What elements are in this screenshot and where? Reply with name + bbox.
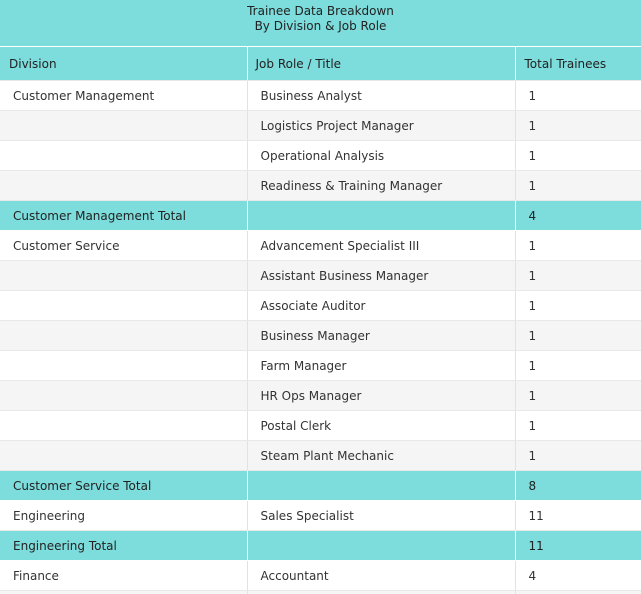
role-cell: Farm Manager [247,351,515,381]
role-cell: Readiness & Training Manager [247,171,515,201]
role-cell: Business Manager [247,321,515,351]
trainee-count-cell: 1 [515,141,641,171]
role-cell: Associate Auditor [247,291,515,321]
report-title-line1: Trainee Data Breakdown [247,4,394,18]
column-header-role[interactable]: Job Role / Title [247,47,515,81]
division-cell [0,321,247,351]
table-row [0,441,641,471]
trainee-count-cell: 1 [515,111,641,141]
table-row [0,591,641,594]
division-cell [0,261,247,291]
trainee-count-cell: 11 [515,531,641,561]
trainee-count-cell: 4 [515,201,641,231]
division-cell: Customer Service Total [0,471,247,501]
table-row [0,81,641,111]
division-cell [0,591,247,594]
table-row [0,411,641,441]
division-cell: Customer Management [0,81,247,111]
table-total-row [0,471,641,501]
role-cell: Sales Specialist [247,501,515,531]
trainee-count-cell: 1 [515,171,641,201]
table-body [0,81,641,594]
division-cell: Customer Management Total [0,201,247,231]
table-row [0,171,641,201]
trainee-table [0,46,641,594]
trainee-count-cell: 1 [515,261,641,291]
trainee-count-cell: 1 [515,321,641,351]
role-cell: Assistant Business Manager [247,261,515,291]
role-cell [247,531,515,561]
trainee-count-cell [515,591,641,594]
table-total-row [0,531,641,561]
role-cell: Postal Clerk [247,411,515,441]
table-row [0,561,641,591]
division-cell [0,111,247,141]
role-cell [247,201,515,231]
table-row [0,231,641,261]
report-title [0,0,641,46]
division-cell [0,141,247,171]
trainee-count-cell: 11 [515,501,641,531]
role-cell: Operational Analysis [247,141,515,171]
role-cell: Accountant [247,561,515,591]
trainee-count-cell: 1 [515,381,641,411]
division-cell [0,441,247,471]
trainee-count-cell: 1 [515,411,641,441]
table-total-row [0,201,641,231]
division-cell [0,171,247,201]
table-row [0,291,641,321]
role-cell: Business Analyst [247,81,515,111]
trainee-count-cell: 1 [515,81,641,111]
table-row [0,261,641,291]
table-row [0,141,641,171]
trainee-count-cell: 4 [515,561,641,591]
division-cell: Customer Service [0,231,247,261]
trainee-count-cell: 1 [515,441,641,471]
table-row [0,111,641,141]
role-cell [247,591,515,594]
trainee-count-cell: 1 [515,351,641,381]
table-row [0,501,641,531]
column-header-division[interactable]: Division [0,47,247,81]
role-cell: Steam Plant Mechanic [247,441,515,471]
role-cell: Advancement Specialist III [247,231,515,261]
division-cell [0,411,247,441]
trainee-count-cell: 8 [515,471,641,501]
division-cell: Engineering Total [0,531,247,561]
division-cell [0,381,247,411]
report-title-line2: By Division & Job Role [254,19,387,33]
division-cell [0,291,247,321]
division-cell [0,351,247,381]
table-row [0,351,641,381]
division-cell: Finance [0,561,247,591]
role-cell: HR Ops Manager [247,381,515,411]
table-header-row [0,47,641,81]
column-header-total[interactable]: Total Trainees [515,47,641,81]
table-row [0,381,641,411]
role-cell [247,471,515,501]
trainee-count-cell: 1 [515,231,641,261]
role-cell: Logistics Project Manager [247,111,515,141]
trainee-count-cell: 1 [515,291,641,321]
table-row [0,321,641,351]
division-cell: Engineering [0,501,247,531]
